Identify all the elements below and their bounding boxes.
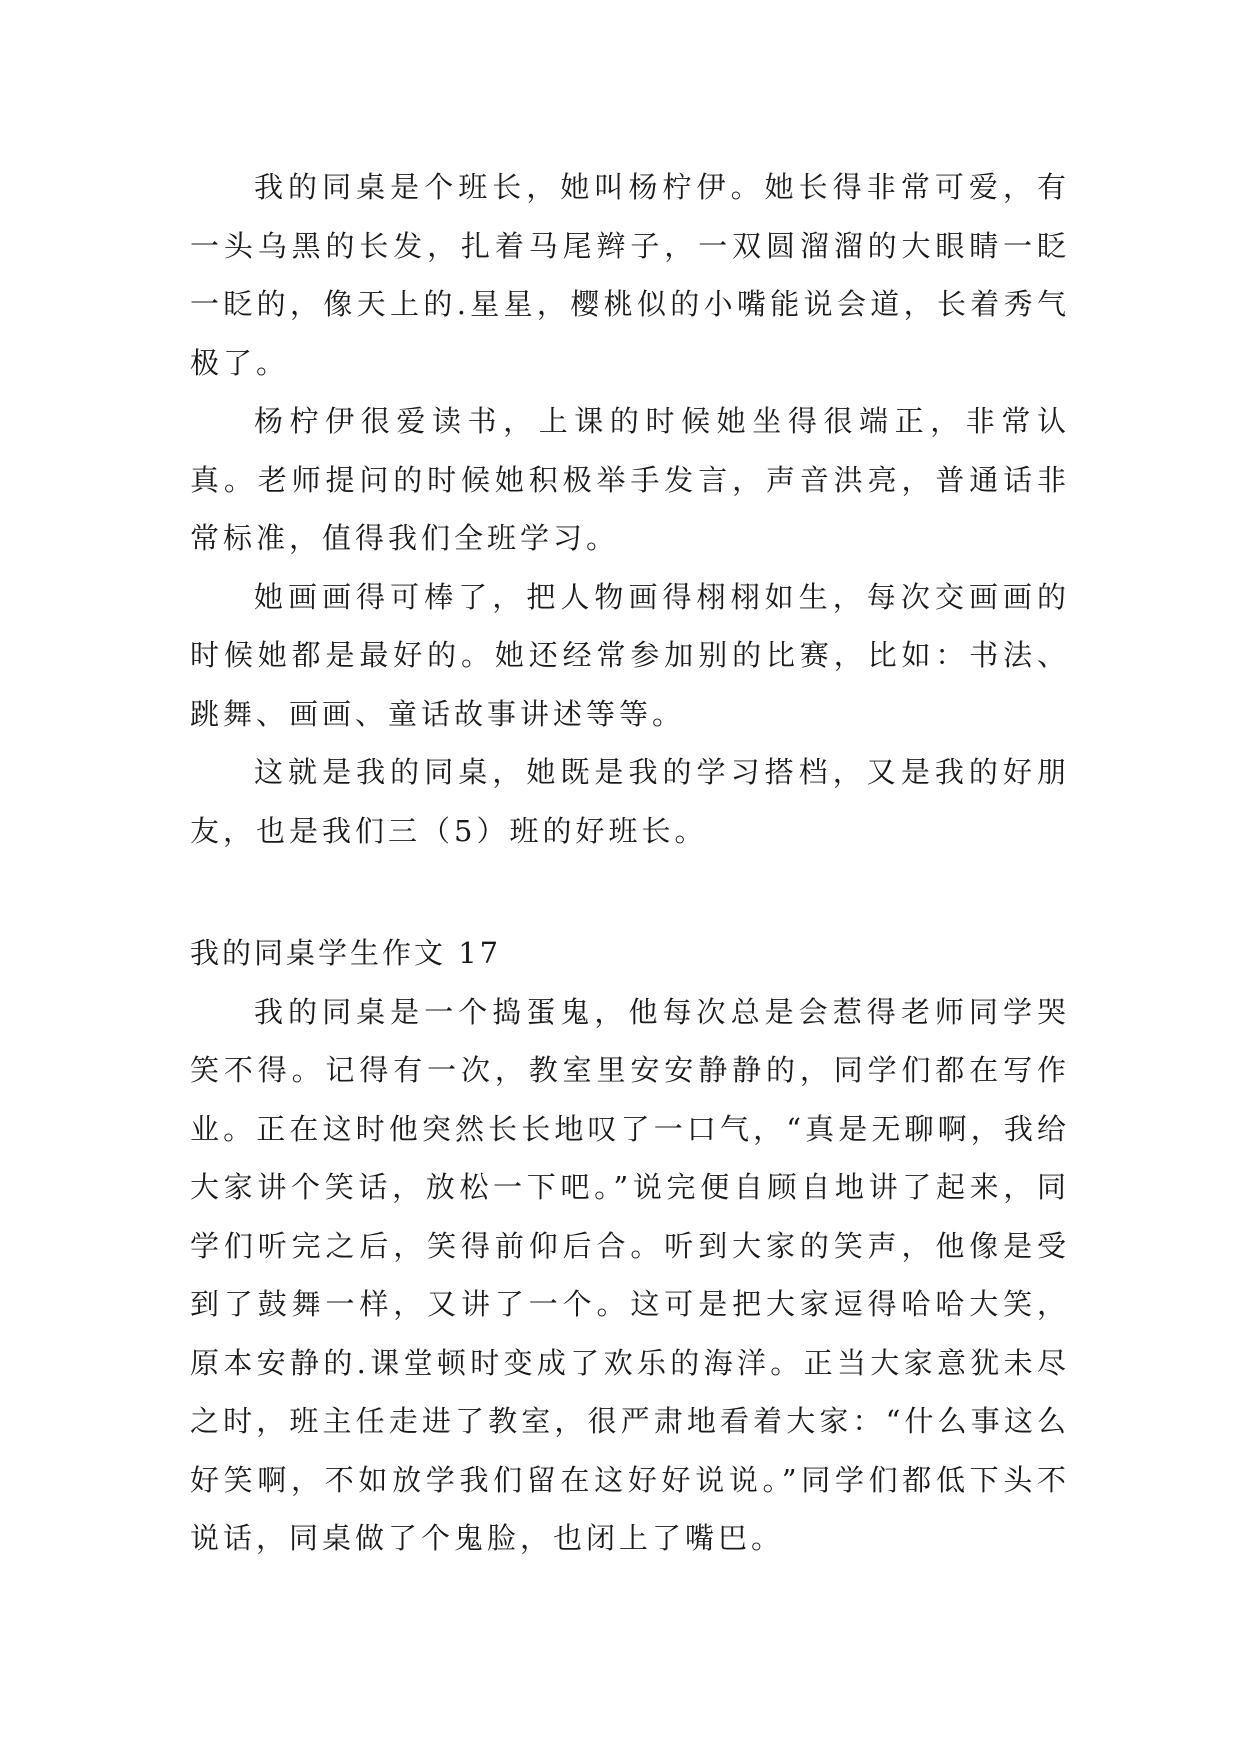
essay-title: 我的同桌学生作文 17 <box>190 936 502 970</box>
paragraph: 杨柠伊很爱读书，上课的时候她坐得很端正，非常认真。老师提问的时候她积极举手发言，声音洪亮，普通话非常标准，值得我们全班学习。 <box>190 404 1070 555</box>
paragraph: 我的同桌是个班长，她叫杨柠伊。她长得非常可爱，有一头乌黑的长发，扎着马尾辫子，一双圆溜溜的大眼睛一眨一眨的，像天上的.星星，樱桃似的小嘴能说会道，长着秀气极了。 <box>190 170 1070 380</box>
paragraph: 我的同桌是一个捣蛋鬼，他每次总是会惹得老师同学哭笑不得。记得有一次，教室里安安静静的，同学们都在写作业。正在这时他突然长长地叹了一口气，“真是无聊啊，我给大家讲个笑话，放松一下吧。”说完便自顾自地讲了起来，同学们听完之后，笑得前仰后合。听到大家的笑声，他像是受到了鼓舞一样，又讲了一个。这可是把大家逗得哈哈大笑，原本安静的.课堂顿时变成了欢乐的海洋。正当大家意犹未尽之时，班主任走进了教室，很严肃地看着大家：“什么事这么好笑啊，不如放学我们留在这好好说说。”同学们都低下头不说话，同桌做了个鬼脸，也闭上了嘴巴。 <box>190 994 1070 1555</box>
essay-17-section <box>190 924 1070 1568</box>
paragraph: 这就是我的同桌，她既是我的学习搭档，又是我的好朋友，也是我们三（5）班的好班长。 <box>190 755 1070 848</box>
paragraph: 她画画得可棒了，把人物画得栩栩如生，每次交画画的时候她都是最好的。她还经常参加别的比赛，比如：书法、跳舞、画画、童话故事讲述等等。 <box>190 579 1070 731</box>
essay-top-section <box>190 158 1070 860</box>
